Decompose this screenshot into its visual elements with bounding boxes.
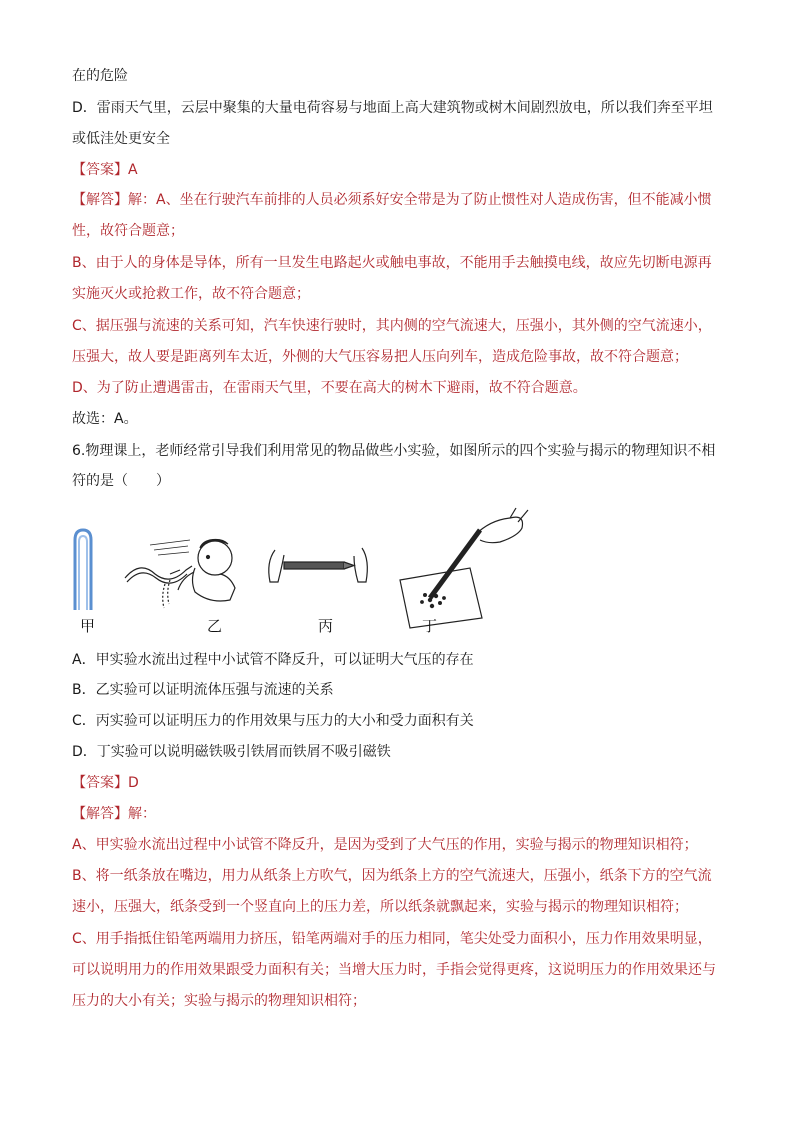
- option-d: D．丁实验可以说明磁铁吸引铁屑而铁屑不吸引磁铁: [72, 744, 391, 760]
- solution-text: 【解答】解：A、坐在行驶汽车前排的人员必须系好安全带是为了防止惯性对人造成伤害，但不能减小惯: [72, 192, 712, 208]
- solution-text: 实施灭火或抢救工作，故不符合题意；: [72, 286, 310, 302]
- question-6-text: 6.物理课上，老师经常引导我们利用常见的物品做些小实验，如图所示的四个实验与揭示的物理知识不相: [72, 443, 716, 459]
- solution-heading: 【解答】解：: [72, 806, 156, 822]
- question-6-text: 符的是（ ）: [72, 473, 170, 489]
- figure-label-jia: 甲: [80, 617, 96, 635]
- figure-label-yi: 乙: [207, 617, 223, 635]
- answer-label: 【答案】A: [72, 162, 138, 178]
- solution-text: 可以说明用力的作用效果跟受力面积有关；当增大压力时，手指会觉得更疼，这说明压力的作用效果还与: [72, 962, 716, 978]
- option-d-text: D．雷雨天气里，云层中聚集的大量电荷容易与地面上高大建筑物或树木间剧烈放电，所以我们奔至平坦: [72, 100, 713, 116]
- solution-text: D、为了防止遭遇雷击，在雷雨天气里，不要在高大的树木下避雨，故不符合题意。: [72, 380, 587, 396]
- pencil-pressed-icon: [269, 548, 368, 582]
- answer-label: 【答案】D: [72, 775, 139, 791]
- experiment-illustrations: [70, 500, 540, 640]
- figure-label-bing: 丙: [318, 617, 334, 635]
- option-b: B．乙实验可以证明流体压强与流速的关系: [72, 682, 334, 698]
- test-tube-icon: [75, 530, 91, 610]
- option-c: C．丙实验可以证明压力的作用效果与压力的大小和受力面积有关: [72, 713, 474, 729]
- solution-text: 速小，压强大，纸条受到一个竖直向上的压力差，所以纸条就飘起来，实验与揭示的物理知识相符；: [72, 899, 688, 915]
- boy-blowing-paper-icon: [125, 540, 235, 609]
- text-line: 在的危险: [72, 68, 128, 84]
- selection-text: 故选：A。: [72, 411, 138, 427]
- text-line: 或低洼处更安全: [72, 131, 170, 147]
- magnet-filings-icon: [400, 508, 528, 628]
- solution-text: B、将一纸条放在嘴边，用力从纸条上方吹气，因为纸条上方的空气流速大，压强小，纸条下方的空气流: [72, 868, 712, 884]
- solution-text: C、据压强与流速的关系可知，汽车快速行驶时，其内侧的空气流速大，压强小，其外侧的空气流速小，: [72, 318, 712, 334]
- solution-text: B、由于人的身体是导体，所有一旦发生电路起火或触电事故，不能用手去触摸电线，故应先切断电源再: [72, 255, 712, 271]
- solution-text: 压力的大小有关；实验与揭示的物理知识相符；: [72, 993, 366, 1009]
- solution-text: 压强大，故人要是距离列车太近，外侧的大气压容易把人压向列车，造成危险事故，故不符合题意；: [72, 349, 688, 365]
- solution-text: 性，故符合题意；: [72, 223, 184, 239]
- figure-label-ding: 丁: [422, 617, 438, 635]
- experiment-figure: [70, 500, 540, 640]
- solution-text: C、用手指抵住铅笔两端用力挤压，铅笔两端对手的压力相同，笔尖处受力面积小，压力作用效果明显，: [72, 931, 712, 947]
- option-a: A．甲实验水流出过程中小试管不降反升，可以证明大气压的存在: [72, 652, 474, 668]
- solution-text: A、甲实验水流出过程中小试管不降反升，是因为受到了大气压的作用，实验与揭示的物理知识相符；: [72, 837, 698, 853]
